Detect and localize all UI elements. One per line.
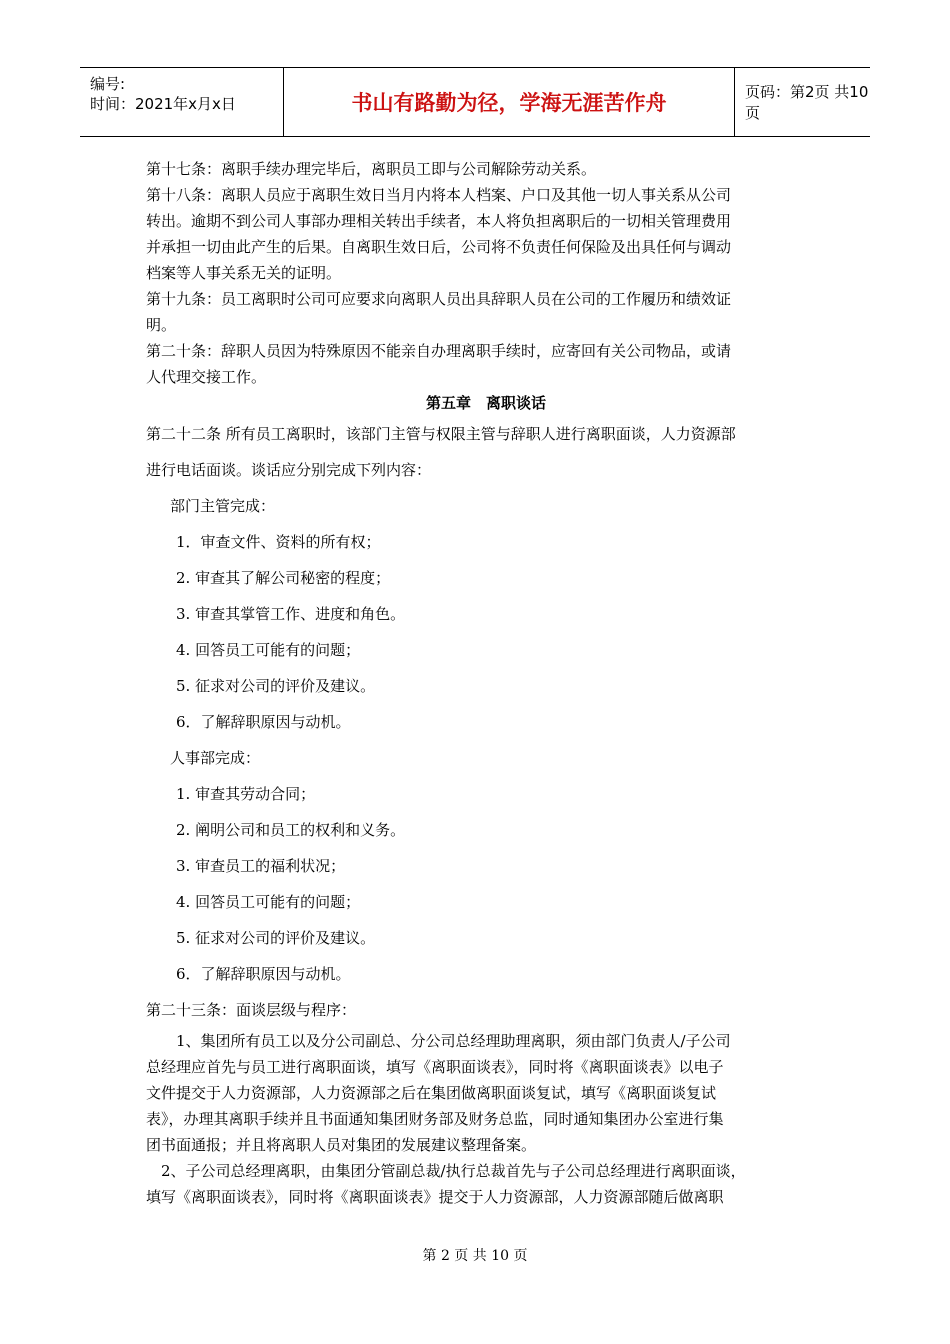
article-17: 第十七条：离职手续办理完毕后，离职员工即与公司解除劳动关系。 <box>146 160 597 178</box>
date-label: 时间：2021年x月x日 <box>90 95 236 113</box>
list-item: 2. 阐明公司和员工的权利和义务。 <box>176 821 406 839</box>
text-line: 文件提交于人力资源部，人力资源部之后在集团做离职面谈复试，填写《离职面谈复试 <box>146 1084 717 1102</box>
text-line: 第二十条：辞职人员因为特殊原因不能亲自办理离职手续时，应寄回有关公司物品，或请 <box>146 342 732 360</box>
list-item: 6．了解辞职原因与动机。 <box>176 965 351 983</box>
dept-manager-label: 部门主管完成： <box>170 497 276 515</box>
header-motto: 书山有路勤为径，学海无涯苦作舟 <box>283 68 735 136</box>
text-line: 档案等人事关系无关的证明。 <box>146 264 342 282</box>
article-19 <box>146 286 826 338</box>
document-body <box>146 156 826 1210</box>
page-footer: 第 2 页 共 10 页 <box>422 1248 528 1264</box>
list-item: 4. 回答员工可能有的问题； <box>176 641 361 659</box>
hr-label: 人事部完成： <box>170 749 261 767</box>
text-line: 1、集团所有员工以及分公司副总、分公司总经理助理离职，须由部门负责人/子公司 <box>146 1032 731 1050</box>
text-line: 2、子公司总经理离职，由集团分管副总裁/执行总裁首先与子公司总经理进行离职面谈， <box>146 1162 746 1180</box>
list-item: 3. 审查其掌管工作、进度和角色。 <box>176 605 406 623</box>
article-18 <box>146 182 826 286</box>
list-item: 1. 审查其劳动合同； <box>176 785 316 803</box>
article-22 <box>146 416 826 488</box>
text-line: 填写《离职面谈表》，同时将《离职面谈表》提交于人力资源部，人力资源部随后做离职 <box>146 1188 724 1206</box>
text-line: 进行电话面谈。谈话应分别完成下列内容： <box>146 461 432 479</box>
page-header <box>80 67 870 137</box>
list-item: 1．审查文件、资料的所有权； <box>176 533 381 551</box>
text-line: 第十八条：离职人员应于离职生效日当月内将本人档案、户口及其他一切人事关系从公司 <box>146 186 732 204</box>
header-page-code: 页码：第2页 共10页 <box>745 83 869 122</box>
text-line: 第二十二条 所有员工离职时，该部门主管与权限主管与辞职人进行离职面谈，人力资源部 <box>146 425 736 443</box>
header-meta <box>80 68 283 136</box>
list-item: 3. 审查员工的福利状况； <box>176 857 346 875</box>
text-line: 转出。逾期不到公司人事部办理相关转出手续者，本人将负担离职后的一切相关管理费用 <box>146 212 732 230</box>
chapter-title: 第五章 离职谈话 <box>425 394 546 412</box>
article-23-section-1 <box>146 1028 826 1158</box>
text-line: 并承担一切由此产生的后果。自离职生效日后，公司将不负责任何保险及出具任何与调动 <box>146 238 732 256</box>
list-item: 2. 审查其了解公司秘密的程度； <box>176 569 391 587</box>
dept-manager-list <box>146 524 826 740</box>
text-line: 总经理应首先与员工进行离职面谈，填写《离职面谈表》，同时将《离职面谈表》以电子 <box>146 1058 724 1076</box>
text-line: 人代理交接工作。 <box>146 368 267 386</box>
text-line: 明。 <box>146 316 177 334</box>
text-line: 第十九条：员工离职时公司可应要求向离职人员出具辞职人员在公司的工作履历和绩效证 <box>146 290 732 308</box>
text-line: 团书面通报；并且将离职人员对集团的发展建议整理备案。 <box>146 1136 537 1154</box>
list-item: 5. 征求对公司的评价及建议。 <box>176 929 376 947</box>
list-item: 5. 征求对公司的评价及建议。 <box>176 677 376 695</box>
article-23-section-2 <box>146 1158 826 1210</box>
text-line: 表》，办理其离职手续并且书面通知集团财务部及财务总监，同时通知集团办公室进行集 <box>146 1110 724 1128</box>
article-20 <box>146 338 826 390</box>
list-item: 6．了解辞职原因与动机。 <box>176 713 351 731</box>
number-label: 编号: <box>90 75 126 93</box>
hr-list <box>146 776 826 992</box>
article-23-title: 第二十三条：面谈层级与程序： <box>146 1001 357 1019</box>
list-item: 4. 回答员工可能有的问题； <box>176 893 361 911</box>
